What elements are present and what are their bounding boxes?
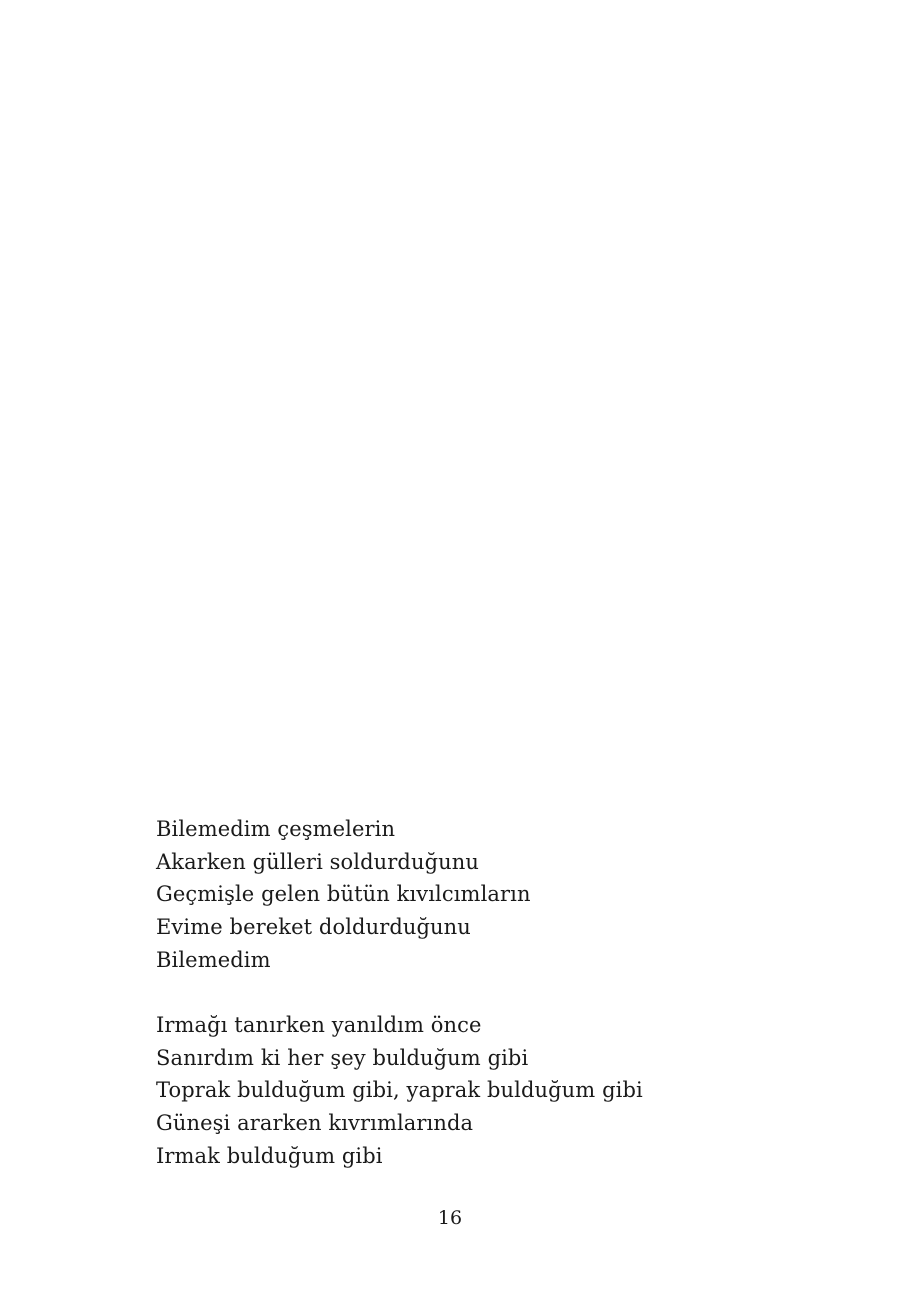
poem-line: Sanırdım ki her şey bulduğum gibi: [156, 1045, 529, 1070]
poem-line: Irmak bulduğum gibi: [156, 1143, 383, 1168]
poem-line: Güneşi ararken kıvrımlarında: [156, 1111, 474, 1136]
poem-line: Irmağı tanırken yanıldım önce: [156, 1013, 482, 1037]
poem-line: Bilemedim çeşmelerin: [156, 817, 396, 841]
page-number: 16: [437, 1207, 463, 1229]
poem-line: Bilemedim: [156, 947, 271, 972]
poem-line: Toprak bulduğum gibi, yaprak bulduğum gibi: [156, 1078, 643, 1103]
poem-line: Akarken gülleri soldurduğunu: [156, 849, 479, 874]
poem-stanza-1: [156, 813, 531, 977]
poem-line: Evime bereket doldurduğunu: [156, 915, 471, 940]
poem-stanza-2: [156, 1009, 643, 1173]
poem-line: Geçmişle gelen bütün kıvılcımların: [156, 882, 531, 907]
